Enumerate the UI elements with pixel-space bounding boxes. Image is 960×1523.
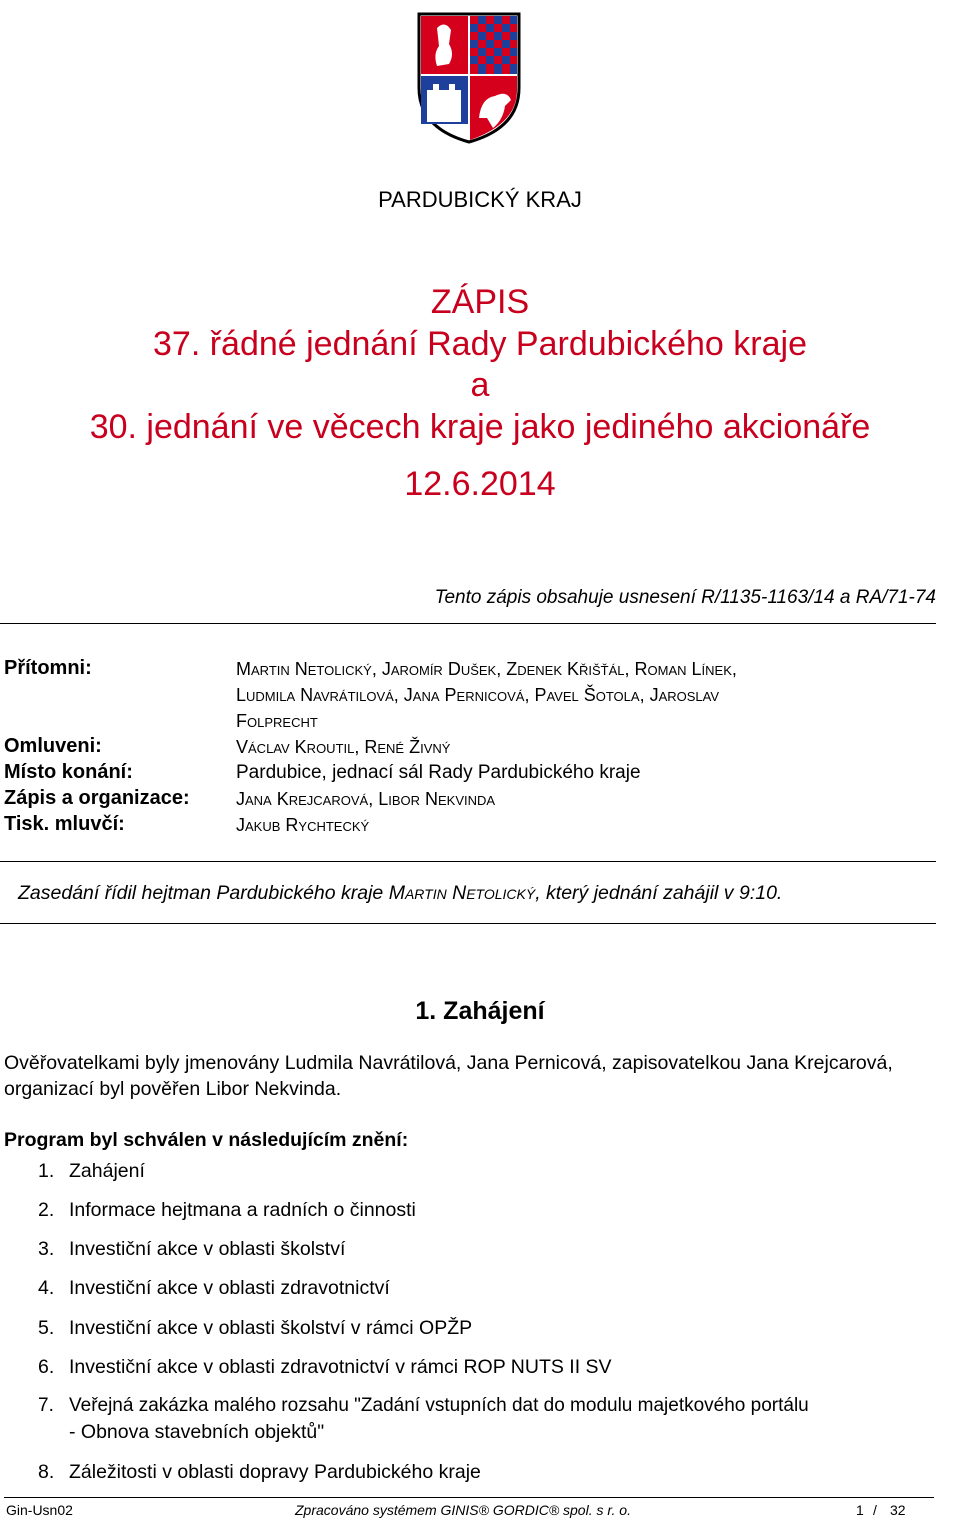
program-heading: Program byl schválen v následujícím znění: <box>4 1129 409 1151</box>
list-item: 4. Investiční akce v oblasti zdravotnictví <box>38 1277 390 1299</box>
excused-label: Omluveni: <box>4 735 102 757</box>
spokesman-name: Jakub Rychtecký <box>236 815 370 835</box>
section-heading: 1. Zahájení <box>415 997 545 1025</box>
title-conjunction: a <box>470 366 490 404</box>
divider <box>0 861 936 862</box>
region-name: PARDUBICKÝ KRAJ <box>378 187 582 212</box>
meeting-title: 37. řádné jednání Rady Pardubického kraje <box>153 325 807 363</box>
list-item: 2. Informace hejtmana a radních o činnosti <box>38 1199 416 1221</box>
meeting-place: Pardubice, jednací sál Rady Pardubického kraje <box>236 762 641 783</box>
minutes-names: Jana Krejcarová, Libor Nekvinda <box>236 789 496 809</box>
document-title: ZÁPIS <box>430 283 530 321</box>
divider <box>0 923 936 924</box>
footer-page-number: 1 <box>856 1502 864 1518</box>
present-names-cont: Folprecht <box>236 711 318 731</box>
section-paragraph: Ověřovatelkami byly jmenovány Ludmila Navrátilová, Jana Pernicová, zapisovatelkou Jana Krejcarová, organizací byl pověřen Libor Nekvinda. <box>4 1052 893 1100</box>
excused-names: Václav Kroutil, René Živný <box>236 737 451 757</box>
resolutions-note: Tento zápis obsahuje usnesení R/1135-1163/14 a RA/71-74 <box>434 587 936 608</box>
present-label: Přítomni: <box>4 657 92 679</box>
minutes-label: Zápis a organizace: <box>4 787 190 809</box>
footer-page-total: 32 <box>890 1502 906 1518</box>
meeting-date: 12.6.2014 <box>404 465 556 503</box>
list-item: 6. Investiční akce v oblasti zdravotnictví v rámci ROP NUTS II SV <box>38 1356 612 1378</box>
list-item: 1. Zahájení <box>38 1160 145 1182</box>
session-info: Zasedání řídil hejtman Pardubického kraje Martin Netolický, který jednání zahájil v 9:10. <box>18 882 783 904</box>
list-item: 5. Investiční akce v oblasti školství v rámci OPŽP <box>38 1317 473 1339</box>
list-item-cont: - Obnova stavebních objektů" <box>69 1421 325 1443</box>
footer-page-separator: / <box>873 1502 877 1518</box>
list-item: 8. Záležitosti v oblasti dopravy Pardubického kraje <box>38 1461 481 1483</box>
list-item: 3. Investiční akce v oblasti školství <box>38 1238 346 1260</box>
coat-of-arms <box>415 10 523 146</box>
list-item: 7. Veřejná zakázka malého rozsahu "Zadání vstupních dat do modulu majetkového portálu <box>38 1395 809 1416</box>
place-label: Místo konání: <box>4 761 133 783</box>
divider <box>0 623 936 624</box>
present-names-cont: Ludmila Navrátilová, Jana Pernicová, Pavel Šotola, Jaroslav <box>236 685 720 705</box>
footer-divider <box>4 1497 934 1498</box>
present-names: Martin Netolický, Jaromír Dušek, Zdenek Křišťál, Roman Línek, <box>236 659 737 679</box>
footer-system: Zpracováno systémem GINIS® GORDIC® spol. s r. o. <box>295 1502 631 1518</box>
shareholder-title: 30. jednání ve věcech kraje jako jediného akcionáře <box>89 408 871 446</box>
spokesman-label: Tisk. mluvčí: <box>4 813 125 835</box>
footer-doc-id: Gin-Usn02 <box>6 1502 73 1518</box>
